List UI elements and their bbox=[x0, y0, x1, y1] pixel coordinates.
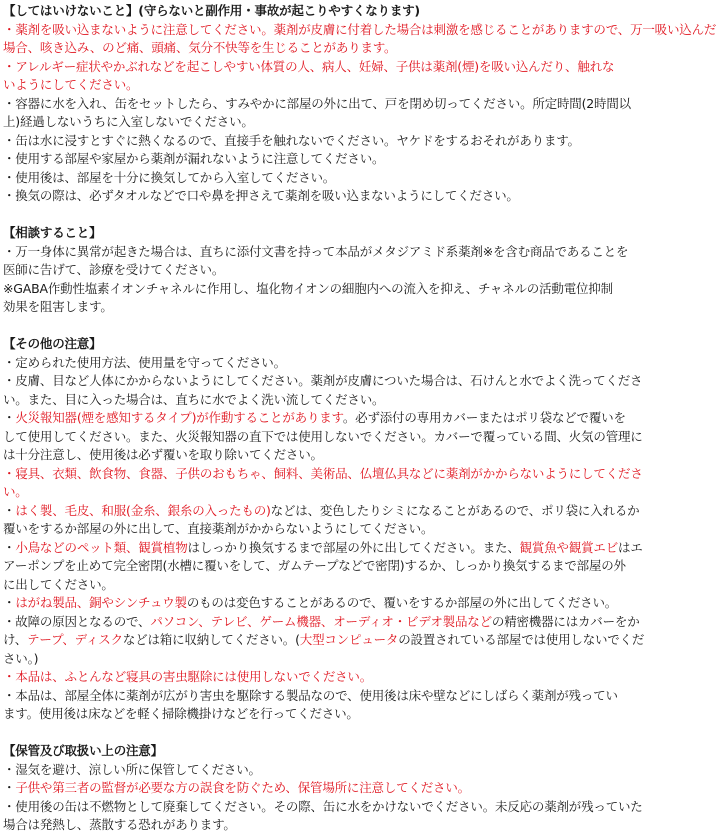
body-text: などは箱に収納してください。( bbox=[122, 632, 300, 647]
body-text: ・換気の際は、必ずタオルなどで口や鼻を押さえて薬剤を吸い込まないようにしてください。 bbox=[3, 188, 519, 203]
section-heading-prohibited: 【してはいけないこと】(守らないと副作用・事故が起こりやすくなります) bbox=[3, 3, 420, 18]
body-text: ・ bbox=[3, 410, 16, 425]
text-line bbox=[3, 779, 646, 798]
warning-text: 場合、咳き込み、のど痛、頭痛、気分不快等を生じることがあります。 bbox=[3, 40, 397, 55]
body-text: さい。) bbox=[3, 650, 39, 666]
section-gap bbox=[3, 317, 646, 336]
body-text: ・ bbox=[3, 539, 16, 555]
text-line bbox=[3, 150, 646, 169]
warning-text: 寝具、衣類、飲食物、食器、子供のおもちゃ、飼料、美術品、仏壇仏具などに薬剤がかからないようにしてくださ bbox=[15, 465, 643, 481]
text-line bbox=[3, 761, 646, 780]
warning-text: ・ bbox=[3, 669, 16, 684]
body-text: ・故障の原因となるので、 bbox=[3, 613, 151, 629]
section-gap bbox=[3, 724, 646, 743]
warning-text: ・ bbox=[3, 58, 16, 74]
text-line bbox=[3, 187, 646, 206]
text-line bbox=[3, 280, 646, 299]
body-text: け、 bbox=[3, 632, 28, 647]
text-line bbox=[3, 613, 646, 632]
body-text: はしっかり換気するまで部屋の外に出してください。また、 bbox=[187, 539, 520, 555]
text-line bbox=[3, 132, 646, 151]
text-line bbox=[3, 483, 646, 502]
body-text: ・使用後は、部屋を十分に換気してから入室してください。 bbox=[3, 169, 336, 185]
text-line bbox=[3, 261, 646, 280]
body-text: ・本品は、部屋全体に薬剤が広がり害虫を駆除する製品なので、使用後は床や壁などにしばらく薬剤が残ってい bbox=[3, 687, 618, 703]
text-line bbox=[3, 95, 646, 114]
body-text: い。また、目に入った場合は、直ちに水でよく洗い流してください。 bbox=[3, 391, 385, 407]
warning-text: 小鳥などのペット類、観賞植物 bbox=[15, 539, 188, 555]
section-heading-other: 【その他の注意】 bbox=[3, 336, 102, 351]
body-text: 効果を阻害します。 bbox=[3, 299, 113, 314]
text-line bbox=[3, 243, 646, 262]
text-line bbox=[3, 705, 646, 724]
warning-text: い。 bbox=[3, 484, 28, 499]
text-line bbox=[3, 391, 646, 410]
body-text: ・ bbox=[3, 595, 16, 610]
warning-text: 薬剤を吸い込まないように注意してください。薬剤が皮膚に付着した場合は刺激を感じることがありますので、万一吸い込んだ bbox=[15, 21, 716, 37]
text-line bbox=[3, 650, 646, 669]
body-text: ・皮膚、目など人体にかからないようにしてください。薬剤が皮膚についた場合は、石けんと水でよく洗ってくださ bbox=[3, 373, 643, 388]
body-text: 医師に告げて、診療を受けてください。 bbox=[3, 262, 225, 277]
text-line bbox=[3, 58, 646, 77]
text-line bbox=[3, 409, 646, 428]
text-line bbox=[3, 113, 646, 132]
body-text: アーポンプを止めて完全密閉(水槽に覆いをして、ガムテープなどで密閉)するか、しっかり換気するまで部屋の外 bbox=[3, 558, 626, 573]
body-text: して使用してください。また、火災報知器の直下では使用しないでください。カバーで覆っている間、火気の管理に bbox=[3, 428, 643, 444]
text-line bbox=[3, 446, 646, 465]
warning-text: 本品は、ふとんなど寝具の害虫駆除には使用しないでください。 bbox=[15, 669, 373, 684]
section-heading-consult: 【相談すること】 bbox=[3, 225, 102, 240]
warning-text: テープ、ディスク bbox=[27, 632, 123, 647]
text-line bbox=[3, 520, 646, 539]
body-text: 上)経過しないうちに入室しないでください。 bbox=[3, 114, 254, 129]
warning-text: いようにしてください。 bbox=[3, 77, 139, 92]
text-line bbox=[3, 631, 646, 650]
body-text: ・定められた使用方法、使用量を守ってください。 bbox=[3, 354, 286, 370]
warning-text: 観賞魚や観賞エビ bbox=[519, 539, 619, 555]
text-line bbox=[3, 576, 646, 595]
body-text: の精密機器にはカバーをか bbox=[491, 613, 640, 629]
body-text: ・ bbox=[3, 780, 16, 795]
warning-text: はがね製品、銅やシンチュウ製 bbox=[15, 595, 187, 610]
body-text: ます。使用後は床などを軽く掃除機掛けなどを行ってください。 bbox=[3, 706, 359, 721]
warning-text: アレルギー症状やかぶれなどを起こしやすい体質の人、病人、妊婦、子供は薬剤(煙)を吸い込んだり、触れな bbox=[15, 58, 615, 74]
body-text: 場合は発熱し、蒸散する恐れがあります。 bbox=[3, 817, 236, 832]
body-text: に出してください。 bbox=[3, 576, 114, 592]
text-line bbox=[3, 21, 716, 40]
body-text: のものは変色することがあるので、覆いをするか部屋の外に出してください。 bbox=[186, 595, 618, 610]
text-line bbox=[3, 465, 646, 484]
body-text: ・缶は水に浸すとすぐに熱くなるので、直接手を触れないでください。ヤケドをするおそれがあります。 bbox=[3, 132, 580, 148]
warning-text: はく製、毛皮、和服(金糸、銀糸の入ったもの) bbox=[15, 502, 271, 518]
text-line bbox=[3, 169, 646, 188]
warning-text: ・ bbox=[3, 465, 16, 481]
text-line bbox=[3, 428, 646, 447]
body-text: ※GABA作動性塩素イオンチャネルに作用し、塩化物イオンの細胞内への流入を抑え、チャネルの活動電位抑制 bbox=[3, 280, 613, 296]
body-text: ・使用する部屋や家屋から薬剤が漏れないように注意してください。 bbox=[3, 151, 385, 166]
body-text: の設置されている部屋では使用しないでくだ bbox=[398, 632, 645, 647]
text-line bbox=[3, 687, 646, 706]
warning-text: 火災報知器(煙を感知するタイプ)が作動することがあります bbox=[15, 410, 343, 425]
text-line bbox=[3, 668, 646, 687]
text-line bbox=[3, 798, 646, 817]
text-line bbox=[3, 298, 646, 317]
body-text: 。必ず添付の専用カバーまたはポリ袋などで覆いを bbox=[342, 410, 626, 425]
section-gap bbox=[3, 206, 646, 225]
body-text: ・ bbox=[3, 502, 16, 518]
text-line bbox=[3, 39, 646, 58]
section-heading-storage: 【保管及び取扱い上の注意】 bbox=[3, 743, 163, 758]
text-line bbox=[3, 76, 646, 95]
body-text: ・容器に水を入れ、缶をセットしたら、すみやかに部屋の外に出て、戸を閉め切ってください。所定時間(2時間以 bbox=[3, 95, 631, 111]
body-text: ・万一身体に異常が起きた場合は、直ちに添付文書を持って本品がメタジアミド系薬剤※を含む商品であることを bbox=[3, 243, 629, 259]
text-line bbox=[3, 539, 646, 558]
text-line bbox=[3, 354, 646, 373]
body-text: はエ bbox=[618, 539, 643, 555]
warning-text: 大型コンピュータ bbox=[299, 632, 399, 647]
text-line bbox=[3, 372, 646, 391]
text-line bbox=[3, 816, 646, 835]
text-line bbox=[3, 557, 646, 576]
body-text: ・湿気を避け、涼しい所に保管してください。 bbox=[3, 761, 261, 777]
body-text: ・使用後の缶は不燃物として廃棄してください。その際、缶に水をかけないでください。未反応の薬剤が残っていた bbox=[3, 798, 643, 814]
body-text: は十分注意し、使用後は必ず覆いを取り除いてください。 bbox=[3, 447, 323, 462]
body-text: などは、変色したりシミになることがあるので、ポリ袋に入れるか bbox=[270, 502, 640, 518]
body-text: 覆いをするか部屋の外に出して、直接薬剤がかからないようにしてください。 bbox=[3, 521, 434, 536]
warning-text: ・ bbox=[3, 21, 16, 37]
warning-text: パソコン、テレビ、ゲーム機器、オーディオ・ビデオ製品など bbox=[150, 613, 492, 629]
text-line bbox=[3, 502, 646, 521]
text-line bbox=[3, 594, 646, 613]
warning-text: 子供や第三者の監督が必要な方の誤食を防ぐため、保管場所に注意してください。 bbox=[15, 780, 470, 795]
